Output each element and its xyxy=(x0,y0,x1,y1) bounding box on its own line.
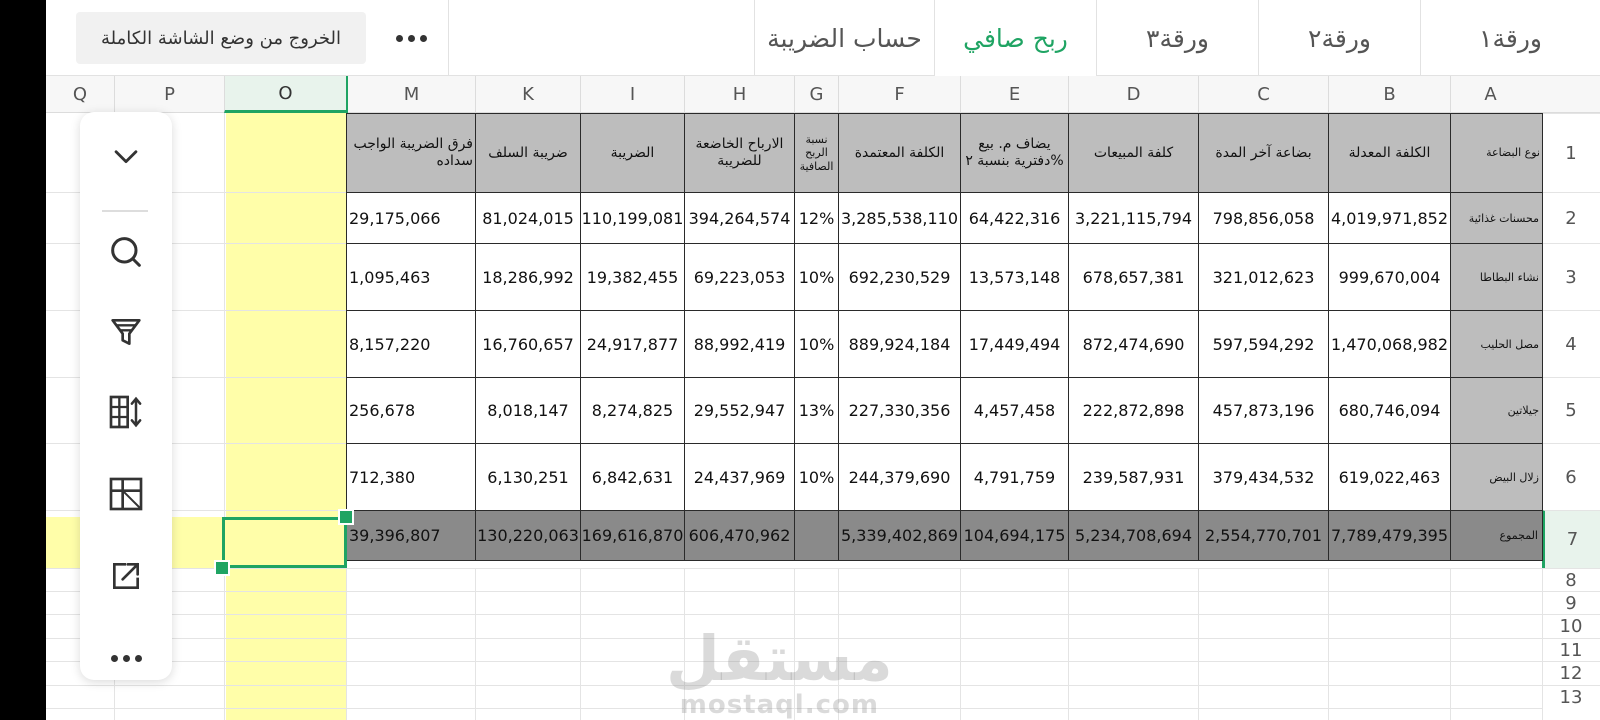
total-cell-e[interactable]: 104,694,175 xyxy=(960,510,1069,561)
tab-sheet3[interactable]: ورقة٣ xyxy=(1096,0,1258,76)
header-cell-b[interactable]: الكلفة المعدلة xyxy=(1328,113,1451,193)
table-cell-i[interactable]: 110,199,081 xyxy=(580,192,685,244)
row-number[interactable]: 8 xyxy=(1542,568,1600,591)
table-cell-i[interactable]: 8,274,825 xyxy=(580,377,685,444)
total-cell-a[interactable]: المجموع xyxy=(1450,510,1543,561)
table-cell-a[interactable]: زلال البيض xyxy=(1450,443,1543,511)
more-dot xyxy=(123,655,130,662)
header-cell-g[interactable]: نسبة الربح الصافية xyxy=(794,113,839,193)
search-button[interactable] xyxy=(80,222,172,282)
gridline xyxy=(346,568,347,720)
table-cell-k[interactable]: 6,130,251 xyxy=(475,443,581,511)
watermark xyxy=(666,622,893,720)
freeze-panes-button[interactable] xyxy=(80,464,172,524)
column-header-i[interactable]: I xyxy=(580,76,684,113)
header-cell-f[interactable]: الكلفة المعتمدة xyxy=(838,113,961,193)
floating-toolbar xyxy=(80,112,172,680)
table-cell-k[interactable]: 16,760,657 xyxy=(475,310,581,378)
table-cell-d[interactable]: 3,221,115,794 xyxy=(1068,192,1199,244)
gridline xyxy=(1328,568,1329,720)
more-dot xyxy=(420,35,427,42)
share-button[interactable] xyxy=(80,546,172,606)
top-bar xyxy=(46,0,1600,76)
total-cell-c[interactable]: 2,554,770,701 xyxy=(1198,510,1329,561)
column-header-p[interactable]: P xyxy=(114,76,224,113)
total-cell-d[interactable]: 5,234,708,694 xyxy=(1068,510,1199,561)
total-cell-k[interactable]: 130,220,063 xyxy=(475,510,581,561)
sort-icon xyxy=(106,392,146,432)
selected-cell-o7[interactable] xyxy=(222,517,347,568)
gridline xyxy=(475,568,476,720)
row-number[interactable]: 5 xyxy=(1542,377,1600,443)
column-header-g[interactable]: G xyxy=(794,76,838,113)
sort-button[interactable] xyxy=(80,382,172,442)
gridline xyxy=(960,568,961,720)
table-cell-h[interactable]: 24,437,969 xyxy=(684,443,795,511)
chevron-down-icon xyxy=(109,139,143,173)
table-cell-b[interactable]: 4,019,971,852 xyxy=(1328,192,1451,244)
more-horizontal-icon xyxy=(396,35,403,42)
column-header-h[interactable]: H xyxy=(684,76,794,113)
row-number[interactable]: 3 xyxy=(1542,243,1600,310)
table-cell-b[interactable]: 619,022,463 xyxy=(1328,443,1451,511)
total-cell-g[interactable] xyxy=(794,510,839,561)
total-cell-m[interactable]: 39,396,807 xyxy=(346,510,476,561)
column-header-row xyxy=(46,76,1600,113)
table-cell-h[interactable]: 394,264,574 xyxy=(684,192,795,244)
spreadsheet-app xyxy=(46,0,1600,720)
column-header-b[interactable]: B xyxy=(1328,76,1450,113)
table-cell-k[interactable]: 81,024,015 xyxy=(475,192,581,244)
table-cell-f[interactable]: 244,379,690 xyxy=(838,443,961,511)
table-cell-c[interactable]: 457,873,196 xyxy=(1198,377,1329,444)
table-cell-b[interactable]: 999,670,004 xyxy=(1328,243,1451,311)
table-cell-e[interactable]: 4,791,759 xyxy=(960,443,1069,511)
table-cell-b[interactable]: 1,470,068,982 xyxy=(1328,310,1451,378)
column-header-e[interactable]: E xyxy=(960,76,1068,113)
table-cell-m[interactable]: 29,175,066 xyxy=(346,192,476,244)
share-icon xyxy=(106,556,146,596)
gridline xyxy=(580,568,581,720)
tab-divider xyxy=(448,0,449,76)
header-cell-a[interactable]: نوع البضاعة xyxy=(1450,113,1543,193)
watermark-arabic: مستقل xyxy=(666,622,893,695)
gridline xyxy=(1068,568,1069,720)
table-cell-a[interactable]: جيلاتين xyxy=(1450,377,1543,444)
column-header-a[interactable]: A xyxy=(1450,76,1530,113)
total-cell-h[interactable]: 606,470,962 xyxy=(684,510,795,561)
column-header-k[interactable]: K xyxy=(475,76,580,113)
table-cell-e[interactable]: 17,449,494 xyxy=(960,310,1069,378)
row-number-selected[interactable]: 7 xyxy=(1542,510,1600,568)
total-cell-b[interactable]: 7,789,479,395 xyxy=(1328,510,1451,561)
gridline xyxy=(1198,568,1199,720)
column-header-o[interactable]: O xyxy=(224,76,346,113)
table-cell-h[interactable]: 29,552,947 xyxy=(684,377,795,444)
table-cell-g[interactable]: 10% xyxy=(794,310,839,378)
table-cell-d[interactable]: 678,657,381 xyxy=(1068,243,1199,311)
more-dot xyxy=(135,655,142,662)
tab-sheet2[interactable]: ورقة٢ xyxy=(1258,0,1420,76)
row-number[interactable]: 4 xyxy=(1542,310,1600,377)
table-cell-e[interactable]: 64,422,316 xyxy=(960,192,1069,244)
table-cell-g[interactable]: 10% xyxy=(794,443,839,511)
table-cell-m[interactable]: 8,157,220 xyxy=(346,310,476,378)
gridline xyxy=(1450,568,1451,720)
table-cell-k[interactable]: 18,286,992 xyxy=(475,243,581,311)
column-header-m[interactable]: M xyxy=(346,76,475,113)
column-header-q[interactable]: Q xyxy=(72,84,88,105)
table-cell-e[interactable]: 4,457,458 xyxy=(960,377,1069,444)
column-header-f[interactable]: F xyxy=(838,76,960,113)
table-cell-f[interactable]: 3,285,538,110 xyxy=(838,192,961,244)
tab-tax-calc[interactable]: حساب الضريبة xyxy=(754,0,934,76)
more-horizontal-icon xyxy=(111,655,118,662)
freeze-panes-icon xyxy=(106,474,146,514)
table-cell-f[interactable]: 692,230,529 xyxy=(838,243,961,311)
row-number[interactable]: 11 xyxy=(1542,638,1600,661)
header-cell-e[interactable]: يضاف م. بيع دفترية بنسبة ٢% xyxy=(960,113,1069,193)
row-number[interactable]: 10 xyxy=(1542,614,1600,638)
table-cell-h[interactable]: 88,992,419 xyxy=(684,310,795,378)
table-cell-d[interactable]: 239,587,931 xyxy=(1068,443,1199,511)
header-cell-c[interactable]: بضاعة آخر المدة xyxy=(1198,113,1329,193)
left-black-bar xyxy=(0,0,46,720)
row-number[interactable]: 2 xyxy=(1542,192,1600,243)
table-cell-c[interactable]: 321,012,623 xyxy=(1198,243,1329,311)
row-number[interactable]: 6 xyxy=(1542,443,1600,510)
table-cell-k[interactable]: 8,018,147 xyxy=(475,377,581,444)
tab-sheet1[interactable]: ورقة١ xyxy=(1420,0,1600,76)
total-cell-i[interactable]: 169,616,870 xyxy=(580,510,685,561)
watermark-latin: mostaql.com xyxy=(679,690,879,720)
gridline xyxy=(224,113,225,720)
table-cell-e[interactable]: 13,573,148 xyxy=(960,243,1069,311)
row-number[interactable]: 1 xyxy=(1542,113,1600,192)
table-cell-m[interactable]: 256,678 xyxy=(346,377,476,444)
header-cell-h[interactable]: الارباح الخاضعة للضريبة xyxy=(684,113,795,193)
table-cell-d[interactable]: 222,872,898 xyxy=(1068,377,1199,444)
row-number[interactable]: 12 xyxy=(1542,661,1600,685)
total-cell-f[interactable]: 5,339,402,869 xyxy=(838,510,961,561)
sheet-grid[interactable] xyxy=(46,113,1600,720)
column-header-c[interactable]: C xyxy=(1198,76,1328,113)
selection-handle-top[interactable] xyxy=(338,509,354,525)
tab-net-profit[interactable]: ربح صافي xyxy=(934,0,1096,76)
table-cell-i[interactable]: 6,842,631 xyxy=(580,443,685,511)
filter-icon xyxy=(106,312,146,352)
table-cell-d[interactable]: 872,474,690 xyxy=(1068,310,1199,378)
table-cell-b[interactable]: 680,746,094 xyxy=(1328,377,1451,444)
exit-fullscreen-button[interactable]: الخروج من وضع الشاشة الكاملة xyxy=(76,12,366,64)
table-cell-c[interactable]: 597,594,292 xyxy=(1198,310,1329,378)
table-cell-g[interactable]: 10% xyxy=(794,243,839,311)
table-cell-m[interactable]: 1,095,463 xyxy=(346,243,476,311)
toolbar-divider xyxy=(102,210,148,212)
search-icon xyxy=(106,232,146,272)
table-cell-f[interactable]: 889,924,184 xyxy=(838,310,961,378)
table-cell-a[interactable]: نشاء البطاطا xyxy=(1450,243,1543,311)
selection-handle-bottom[interactable] xyxy=(214,560,230,576)
table-cell-h[interactable]: 69,223,053 xyxy=(684,243,795,311)
table-cell-g[interactable]: 13% xyxy=(794,377,839,444)
highlighted-column-o xyxy=(226,113,346,720)
more-options-button[interactable] xyxy=(376,12,446,64)
header-cell-m[interactable]: فرق الضريبة الواجب سداده xyxy=(346,113,476,193)
filter-button[interactable] xyxy=(80,302,172,362)
table-cell-a[interactable]: محسنات غذائية xyxy=(1450,192,1543,244)
table-cell-c[interactable]: 798,856,058 xyxy=(1198,192,1329,244)
header-cell-d[interactable]: كلفة المبيعات xyxy=(1068,113,1199,193)
collapse-toolbar-button[interactable] xyxy=(80,126,172,186)
more-dot xyxy=(408,35,415,42)
table-cell-f[interactable]: 227,330,356 xyxy=(838,377,961,444)
more-tools-button[interactable] xyxy=(80,628,172,688)
table-cell-g[interactable]: 12% xyxy=(794,192,839,244)
table-cell-a[interactable]: مصل الحليب xyxy=(1450,310,1543,378)
table-cell-i[interactable]: 19,382,455 xyxy=(580,243,685,311)
header-cell-k[interactable]: ضريبة السلف xyxy=(475,113,581,193)
table-cell-m[interactable]: 712,380 xyxy=(346,443,476,511)
table-cell-c[interactable]: 379,434,532 xyxy=(1198,443,1329,511)
row-number[interactable]: 9 xyxy=(1542,591,1600,614)
column-header-d[interactable]: D xyxy=(1068,76,1198,113)
table-cell-i[interactable]: 24,917,877 xyxy=(580,310,685,378)
row-number[interactable]: 13 xyxy=(1542,685,1600,708)
header-cell-i[interactable]: الضريبة xyxy=(580,113,685,193)
